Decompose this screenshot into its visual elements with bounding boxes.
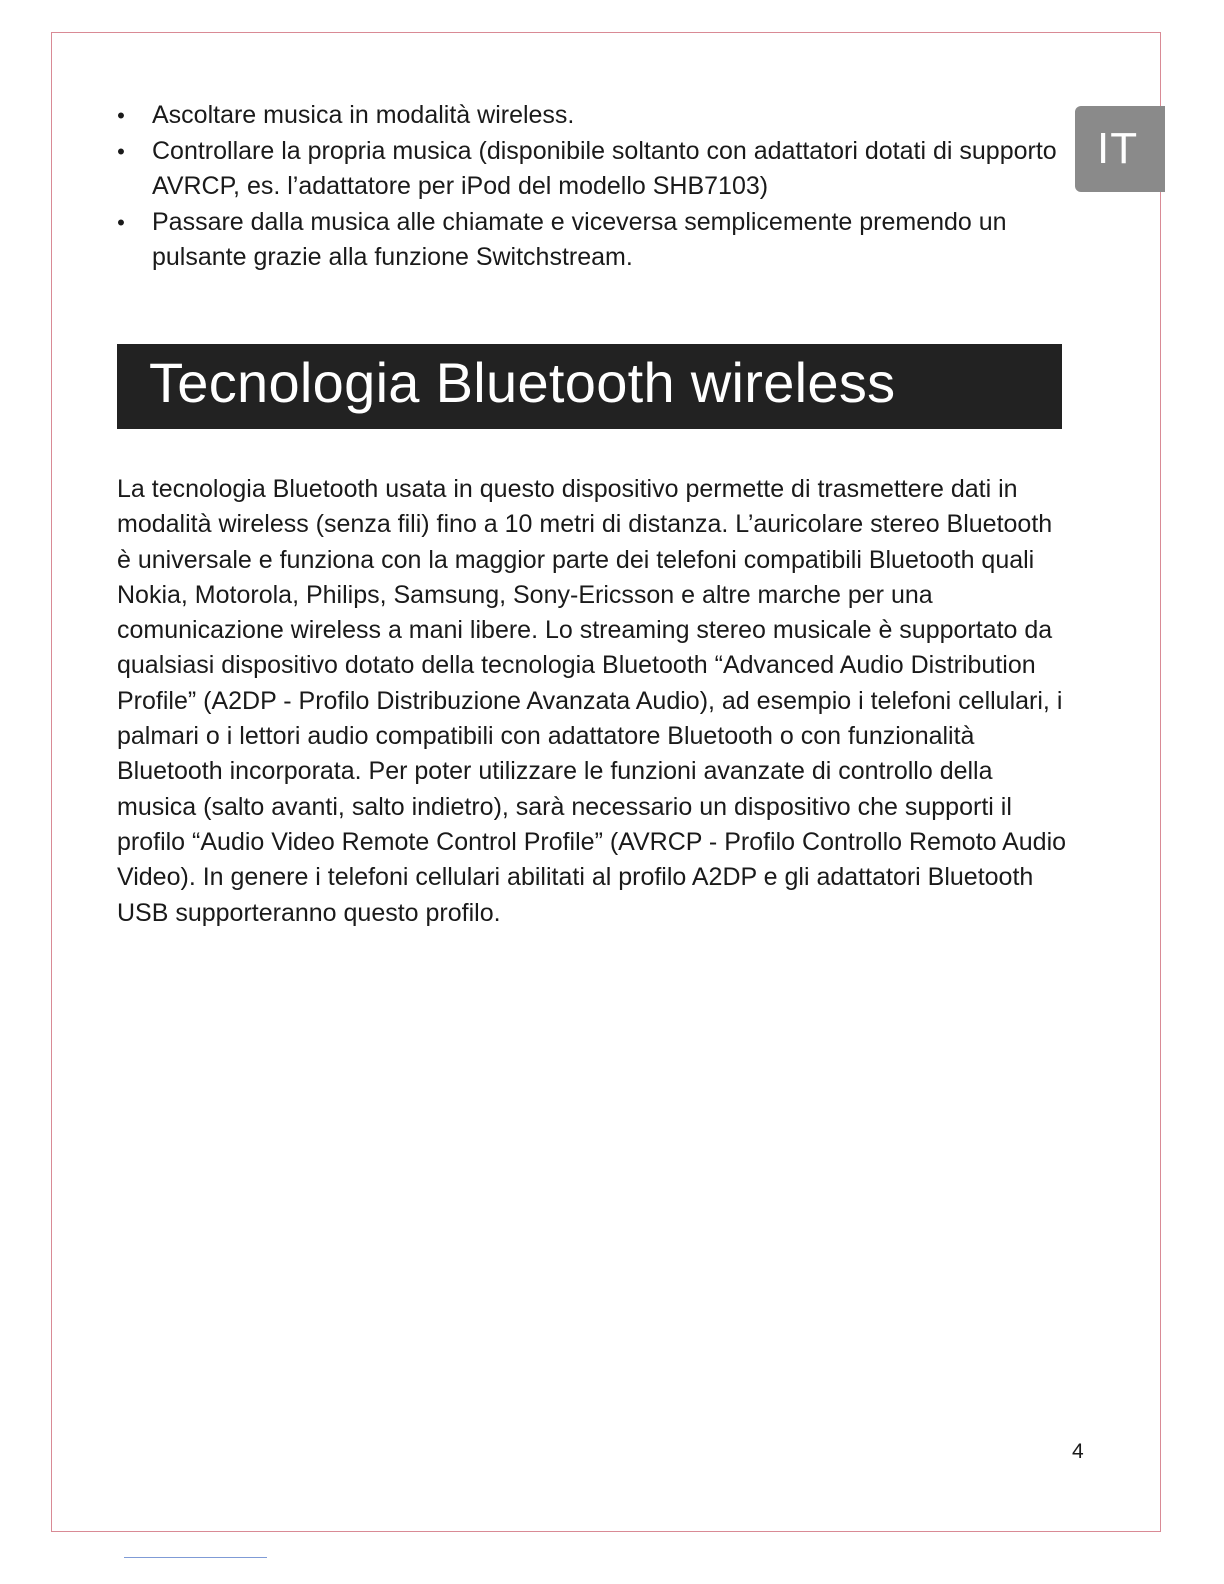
- language-tab: IT: [1075, 106, 1165, 192]
- bullet-text: Ascoltare musica in modalità wireless.: [152, 101, 575, 129]
- page-number: 4: [1072, 1440, 1084, 1463]
- bullet-dot-icon: •: [117, 209, 125, 235]
- footer-rule: [124, 1557, 267, 1558]
- bullet-dot-icon: •: [117, 103, 125, 128]
- body-paragraph: La tecnologia Bluetooth usata in questo dispositivo permette di trasmettere dati in modalità wireless (senza fili) fino a 10 metri di distanza. L’auricolare stereo Bluetooth è universale e funziona con la maggior parte dei telefoni compatibili Bluetooth quali Nokia, Motorola, Philips, Samsung, Sony-Ericsson e altre marche per una comunicazione wireless a mani libere. Lo streaming stereo musicale è supportato da qualsiasi dispositivo dotato della tecnologia Bluetooth “Advanced Audio Distribution Profile” (A2DP - Profilo Distribuzione Avanzata Audio), ad esempio i telefoni cellulari, i palmari o i lettori audio compatibili con adattatore Bluetooth o con funzionalità Bluetooth incorporata. Per poter utilizzare le funzioni avanzate di controllo della musica (salto avanti, salto indietro), sarà necessario un dispositivo che supporti il profilo “Audio Video Remote Control Profile” (AVRCP - Profilo Controllo Remoto Audio Video). In genere i telefoni cellulari abilitati al profilo A2DP e gli adattatori Bluetooth USB supporteranno questo profilo.: [117, 475, 1067, 927]
- bullet-text: Passare dalla musica alle chiamate e viceversa semplicemente premendo un pulsante grazie alla funzione Switchstream.: [152, 207, 1007, 271]
- section-title: Tecnologia Bluetooth wireless: [149, 351, 896, 414]
- bullet-item: [114, 134, 1074, 205]
- bullet-item: [114, 98, 1074, 134]
- bullet-dot-icon: •: [117, 138, 125, 164]
- feature-bullet-list: [114, 98, 1074, 276]
- bullet-item: [114, 205, 1074, 276]
- section-banner: [117, 344, 1062, 429]
- bullet-text: Controllare la propria musica (disponibile soltanto con adattatori dotati di supporto AVRCP, es. l’adattatore per iPod del modello SHB7103): [152, 136, 1057, 200]
